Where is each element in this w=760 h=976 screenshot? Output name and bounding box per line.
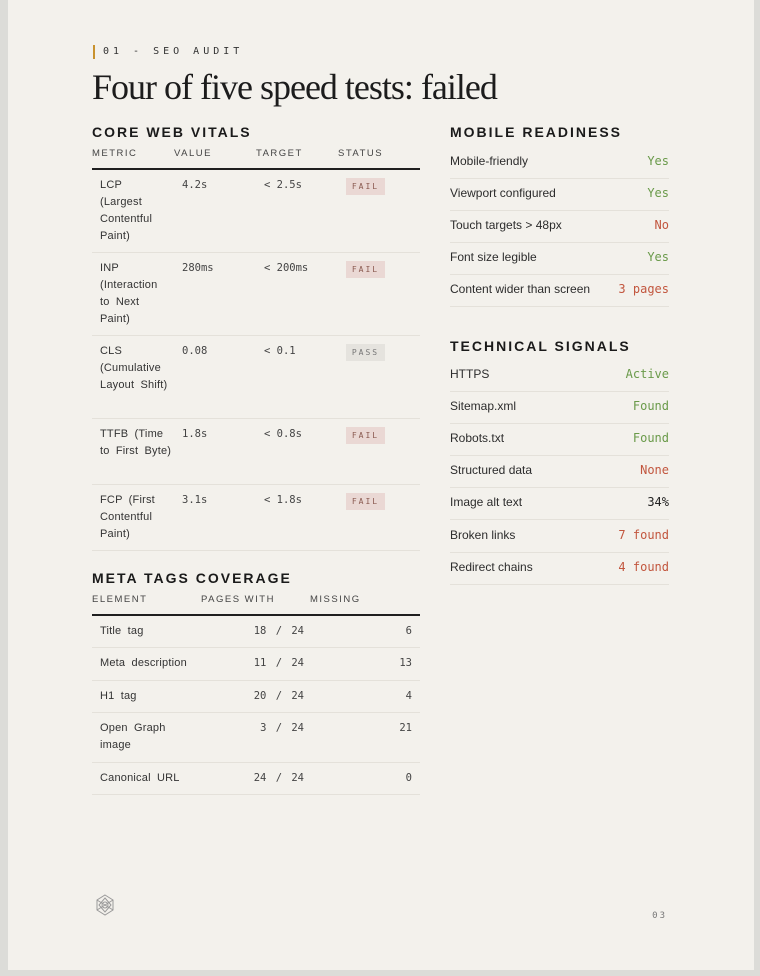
tech-label-alt-text: Image alt text [450,495,523,509]
tech-label-https: HTTPS [450,367,490,381]
cwv-metric-lcp: LCP (Largest Contentful Paint) [100,179,153,242]
tech-label-structured-data: Structured data [450,463,533,477]
meta-pages-description: 11 / 24 [253,657,304,669]
tech-label-redirect-chains: Redirect chains [450,560,533,574]
cwv-target-ttfb: < 0.8s [264,428,302,440]
row-divider [92,484,420,485]
mobile-label-font-size: Font size legible [450,250,537,264]
meta-element-title: Title tag [100,625,144,637]
mobile-readiness-heading: MOBILE READINESS [450,124,623,140]
cwv-target-cls: < 0.1 [264,345,296,357]
mobile-label-viewport: Viewport configured [450,186,556,200]
cwv-metric-ttfb: TTFB (Time to First Byte) [100,428,172,457]
cwv-target-fcp: < 1.8s [264,494,302,506]
section-eyebrow: 01 - SEO AUDIT [93,45,243,59]
mobile-value-friendly: Yes [647,154,669,168]
mobile-value-font-size: Yes [647,250,669,264]
cwv-header-rule [92,168,420,170]
row-divider [450,306,669,307]
geometric-knot-icon [94,894,116,916]
tech-label-robots: Robots.txt [450,431,505,445]
report-page [8,0,754,970]
meta-tags-heading: META TAGS COVERAGE [92,570,292,586]
row-divider [450,210,669,211]
technical-signals-heading: TECHNICAL SIGNALS [450,338,631,354]
meta-header-rule [92,614,420,616]
page-title: Four of five speed tests: failed [92,67,497,107]
meta-pages-canonical: 24 / 24 [253,772,304,784]
mobile-value-content-width: 3 pages [618,282,669,296]
meta-element-canonical: Canonical URL [100,772,180,784]
row-divider [92,794,420,795]
row-divider [92,647,420,648]
cwv-target-inp: < 200ms [264,262,309,274]
meta-missing-og-image: 21 [399,722,412,734]
tech-value-alt-text: 34% [647,495,669,509]
status-badge: FAIL [346,261,385,278]
row-divider [450,423,669,424]
row-divider [92,335,420,336]
row-divider [450,552,669,553]
tech-value-sitemap: Found [632,399,669,413]
row-divider [92,712,420,713]
cwv-target-lcp: < 2.5s [264,179,302,191]
status-badge: PASS [346,344,385,361]
tech-label-sitemap: Sitemap.xml [450,399,517,413]
mobile-label-friendly: Mobile-friendly [450,154,529,168]
row-divider [92,252,420,253]
meta-missing-h1: 4 [405,690,412,702]
cwv-metric-fcp: FCP (First Contentful Paint) [100,494,155,540]
row-divider [450,455,669,456]
mobile-label-content-width: Content wider than screen [450,282,591,296]
cwv-col-status: STATUS [338,148,384,159]
cwv-value-inp: 280ms [182,262,214,274]
tech-value-https: Active [625,367,669,381]
mobile-value-touch-targets: No [654,218,669,232]
tech-value-broken-links: 7 found [618,528,669,542]
row-divider [92,680,420,681]
meta-element-og-image: Open Graph image [100,722,166,751]
meta-missing-title: 6 [405,625,412,637]
cwv-metric-cls: CLS (Cumulative Layout Shift) [100,345,168,391]
status-badge: FAIL [346,178,385,195]
tech-label-broken-links: Broken links [450,528,516,542]
meta-pages-h1: 20 / 24 [253,690,304,702]
cwv-value-fcp: 3.1s [182,494,208,506]
meta-pages-title: 18 / 24 [253,625,304,637]
status-badge: FAIL [346,427,385,444]
row-divider [450,519,669,520]
row-divider [450,584,669,585]
core-web-vitals-heading: CORE WEB VITALS [92,124,252,140]
row-divider [92,762,420,763]
meta-missing-description: 13 [399,657,412,669]
cwv-col-target: TARGET [256,148,303,159]
cwv-metric-inp: INP (Interaction to Next Paint) [100,262,158,325]
row-divider [450,242,669,243]
tech-value-robots: Found [632,431,669,445]
status-badge: FAIL [346,493,385,510]
tech-value-redirect-chains: 4 found [618,560,669,574]
cwv-col-metric: METRIC [92,148,138,159]
row-divider [450,391,669,392]
tech-value-structured-data: None [640,463,669,477]
cwv-value-cls: 0.08 [182,345,208,357]
meta-col-missing: MISSING [310,594,361,605]
meta-col-pages-with: PAGES WITH [201,594,275,605]
page-number: 03 [652,911,667,921]
meta-col-element: ELEMENT [92,594,148,605]
cwv-value-ttfb: 1.8s [182,428,208,440]
row-divider [450,274,669,275]
cwv-col-value: VALUE [174,148,212,159]
mobile-value-viewport: Yes [647,186,669,200]
row-divider [450,178,669,179]
row-divider [450,487,669,488]
meta-pages-og-image: 3 / 24 [260,722,304,734]
meta-element-h1: H1 tag [100,690,137,702]
cwv-value-lcp: 4.2s [182,179,208,191]
row-divider [92,550,420,551]
meta-element-description: Meta description [100,657,187,669]
row-divider [92,418,420,419]
mobile-label-touch-targets: Touch targets > 48px [450,218,562,232]
meta-missing-canonical: 0 [405,772,412,784]
